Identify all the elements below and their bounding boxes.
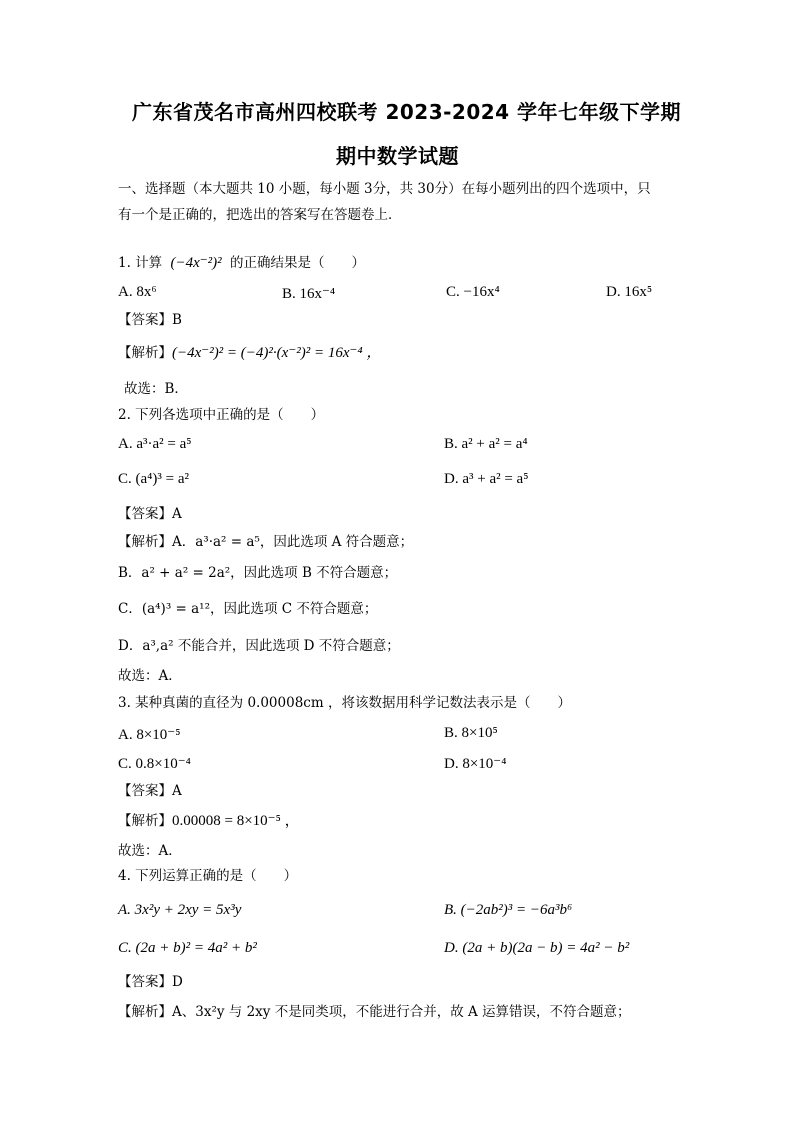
- q2-analysis-c: C．(a⁴)³ = a¹²，因此选项 C 不符合题意；: [118, 601, 378, 617]
- q2-analysis-label: 【解析】: [118, 534, 172, 550]
- q3-analysis-label: 【解析】: [118, 813, 172, 829]
- q2-analysis-a-text: A．a³·a² = a⁵，因此选项 A 符合题意；: [172, 534, 414, 550]
- q4-answer: 【答案】D: [118, 974, 183, 990]
- q2-option-d: D. a³ + a² = a⁵: [444, 471, 529, 487]
- q3-option-d: D. 8×10⁻⁴: [444, 756, 507, 772]
- q1-analysis: [118, 344, 381, 362]
- section-instructions-line-1: 一、选择题（本大题共 10 小题，每小题 3分，共 30分）在每小题列出的四个选项中，只: [118, 181, 651, 197]
- q2-analysis-b: B．a² + a² = 2a²，因此选项 B 不符合题意；: [118, 565, 398, 581]
- q1-option-b: B. 16x⁻⁴: [282, 286, 336, 302]
- q3-option-b: B. 8×10⁵: [444, 725, 498, 741]
- title-line-2: 期中数学试题: [336, 144, 459, 168]
- q4-option-b: B. (−2ab²)³ = −6a³b⁶: [444, 902, 573, 918]
- q1-stem: [118, 254, 365, 272]
- q4-analysis: [118, 1003, 631, 1021]
- title-line-1: 广东省茂名市高州四校联考 2023-2024 学年七年级下学期: [132, 100, 682, 124]
- q1-option-a: A. 8x⁶: [118, 284, 157, 300]
- q3-option-a: A. 8×10⁻⁵: [118, 727, 181, 743]
- q2-option-a: A. a³·a² = a⁵: [118, 436, 192, 452]
- q1-option-c: C. −16x⁴: [446, 284, 500, 300]
- q2-answer: 【答案】A: [118, 506, 182, 522]
- q1-analysis-expression: (−4x⁻²)² = (−4)²·(x⁻²)² = 16x⁻⁴ ，: [172, 345, 382, 361]
- q4-option-c: C. (2a + b)² = 4a² + b²: [118, 940, 257, 956]
- q4-option-d: D. (2a + b)(2a − b) = 4a² − b²: [444, 940, 630, 956]
- q2-analysis-a: [118, 533, 413, 551]
- q4-option-a: A. 3x²y + 2xy = 5x³y: [118, 902, 242, 918]
- q4-stem: 4. 下列运算正确的是（ ）: [118, 868, 298, 884]
- q2-conclusion: 故选：A．: [118, 668, 182, 684]
- q3-answer: 【答案】A: [118, 783, 182, 799]
- q3-option-c: C. 0.8×10⁻⁴: [118, 756, 191, 772]
- q1-expression: (−4x⁻²)²: [170, 255, 222, 271]
- q3-conclusion: 故选：A．: [118, 843, 182, 859]
- q1-stem-prefix: 1. 计算: [118, 255, 163, 271]
- q4-analysis-text: A、3x²y 与 2xy 不是同类项，不能进行合并，故 A 运算错误，不符合题意；: [172, 1004, 631, 1020]
- q1-option-d: D. 16x⁵: [606, 284, 653, 300]
- q3-analysis-expression: 0.00008 = 8×10⁻⁵ ，: [172, 813, 300, 829]
- q4-analysis-label: 【解析】: [118, 1004, 172, 1020]
- q3-analysis: [118, 812, 300, 830]
- q2-option-c: C. (a⁴)³ = a²: [118, 471, 189, 487]
- q3-stem: 3. 某种真菌的直径为 0.00008cm ，将该数据用科学记数法表示是（ ）: [118, 695, 571, 711]
- q1-stem-tail: 的正确结果是（ ）: [229, 255, 365, 271]
- q1-analysis-label: 【解析】: [118, 345, 172, 361]
- section-instructions-line-2: 有一个是正确的，把选出的答案写在答题卷上．: [118, 207, 402, 223]
- q2-option-b: B. a² + a² = a⁴: [444, 436, 528, 452]
- q2-analysis-d: D．a³,a² 不能合并，因此选项 D 不符合题意；: [118, 638, 400, 654]
- q1-conclusion: 故选：B．: [124, 381, 188, 397]
- q1-answer: 【答案】B: [118, 312, 182, 328]
- q2-stem: 2. 下列各选项中正确的是（ ）: [118, 407, 325, 423]
